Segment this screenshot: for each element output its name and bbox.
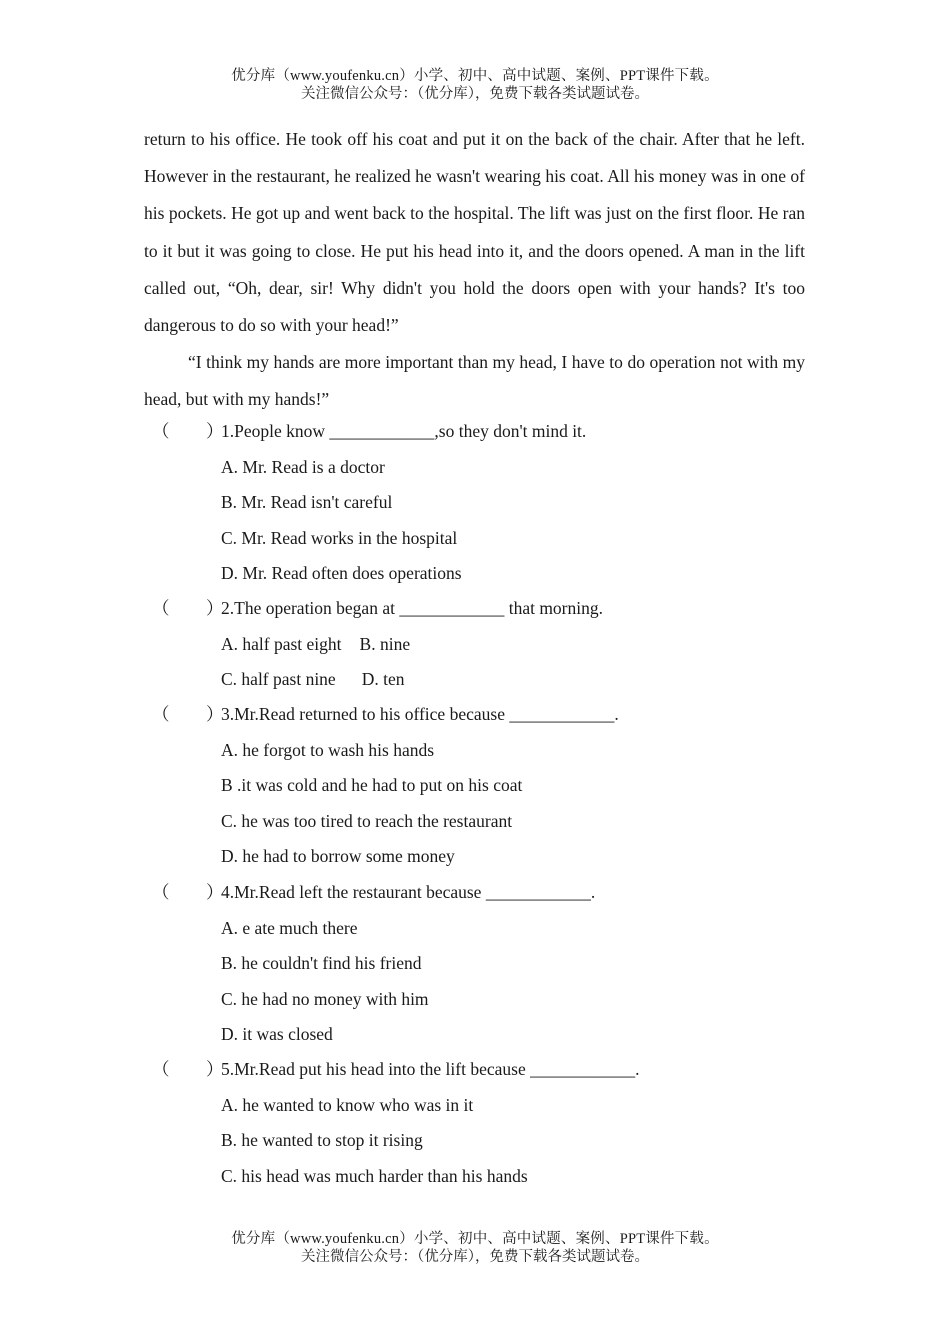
- answer-bracket-close: ）: [206, 598, 224, 618]
- footer-line-1: 优分库（www.youfenku.cn）小学、初中、高中试题、案例、PPT课件下载。: [231, 1231, 719, 1247]
- passage-paragraph-2: “I think my hands are more important than my head, I have to do operation not with my head, but with my hands!”: [144, 352, 805, 410]
- option-b: B. he couldn't find his friend: [221, 953, 422, 973]
- answer-bracket-open: （: [152, 1059, 170, 1079]
- answer-bracket-close: ）: [206, 1059, 224, 1079]
- passage-paragraph-1: return to his office. He took off his coat and put it on the back of the chair. After that he left. However in the restaurant, he realized he wasn't wearing his coat. All his money was in one of his pockets. He got up and went back to the hospital. The lift was just on the first floor. He ran to it but it was going to close. He put his head into it, and the doors opened. A man in the lift called out, “Oh, dear, sir! Why didn't you hold the doors open with your hands? It's too dangerous to do so with your head!”: [144, 129, 805, 336]
- footer-line-2: 关注微信公众号：（优分库），免费下载各类试题试卷。: [301, 1249, 649, 1265]
- question-stem: 1.People know ____________,so they don't mind it.: [221, 421, 587, 441]
- answer-bracket-open: （: [152, 704, 170, 724]
- question-3: [144, 697, 805, 875]
- page-footer: [0, 1230, 950, 1266]
- answer-bracket-open: （: [152, 598, 170, 618]
- option-c: C. he was too tired to reach the restaurant: [221, 810, 513, 831]
- option-d: D. it was closed: [221, 1024, 333, 1044]
- option-c: C. his head was much harder than his hands: [221, 1165, 528, 1186]
- option-a: A. half past eight: [221, 633, 342, 654]
- option-row-2: [144, 662, 805, 698]
- option-a: A. e ate much there: [221, 917, 358, 938]
- question-1: [144, 414, 805, 592]
- answer-bracket-open: （: [152, 421, 170, 441]
- answer-bracket-close: ）: [206, 704, 224, 724]
- question-stem: 3.Mr.Read returned to his office because ____________.: [221, 704, 619, 724]
- page-header: [0, 67, 950, 103]
- option-c: C. Mr. Read works in the hospital: [221, 527, 458, 548]
- question-5: [144, 1052, 805, 1194]
- option-a: A. Mr. Read is a doctor: [221, 456, 385, 477]
- option-a: A. he forgot to wash his hands: [221, 739, 435, 760]
- question-stem: 2.The operation began at ____________ that morning.: [221, 598, 604, 618]
- question-4: [144, 875, 805, 1053]
- option-d: D. Mr. Read often does operations: [221, 563, 462, 583]
- header-line-2: 关注微信公众号：（优分库），免费下载各类试题试卷。: [301, 86, 649, 102]
- header-line-1: 优分库（www.youfenku.cn）小学、初中、高中试题、案例、PPT课件下载。: [231, 68, 719, 84]
- option-b: B. he wanted to stop it rising: [221, 1130, 423, 1150]
- option-b: B. Mr. Read isn't careful: [221, 492, 393, 512]
- option-row-1: [144, 627, 805, 663]
- answer-bracket-close: ）: [206, 421, 224, 441]
- answer-bracket-close: ）: [206, 882, 224, 902]
- option-d: D. he had to borrow some money: [221, 846, 455, 866]
- question-2: [144, 591, 805, 698]
- option-c: C. half past nine: [221, 669, 336, 689]
- question-stem: 4.Mr.Read left the restaurant because ____________.: [221, 882, 596, 902]
- option-c: C. he had no money with him: [221, 988, 429, 1009]
- answer-bracket-open: （: [152, 882, 170, 902]
- option-b: B .it was cold and he had to put on his coat: [221, 775, 523, 795]
- option-a: A. he wanted to know who was in it: [221, 1094, 474, 1115]
- option-d: D. ten: [361, 669, 405, 689]
- reading-passage: [144, 121, 805, 419]
- question-stem: 5.Mr.Read put his head into the lift because ____________.: [221, 1059, 640, 1079]
- option-b: B. nine: [359, 633, 411, 654]
